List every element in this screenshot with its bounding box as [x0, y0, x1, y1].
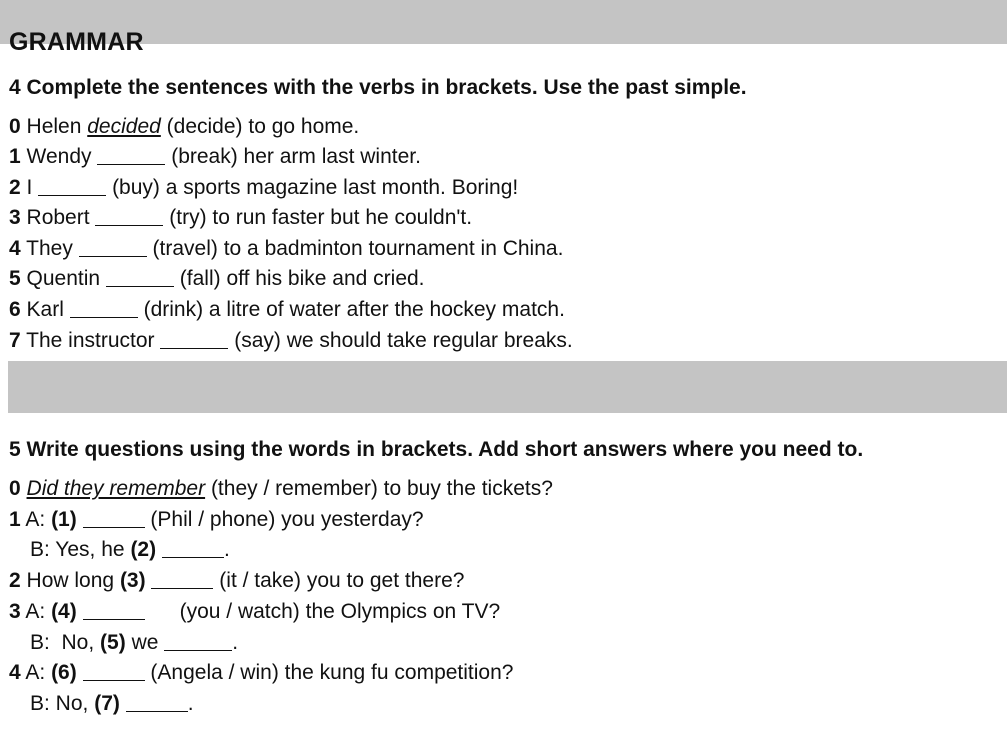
model-answer: Did they remember	[26, 477, 206, 500]
ex4-item-0: 0 Helen decided (decide) to go home.	[9, 115, 360, 138]
ex5-item-3-a: 3 A: (4) (you / watch) the Olympics on TV?	[9, 600, 501, 623]
answer-blank[interactable]	[162, 539, 224, 558]
answer-blank[interactable]	[97, 146, 165, 165]
gap-number: (5)	[100, 631, 126, 654]
ex5-item-1-b: B: Yes, he (2) .	[30, 538, 230, 561]
item-number: 2	[9, 176, 21, 199]
ex4-item-1: 1 Wendy (break) her arm last winter.	[9, 145, 421, 168]
answer-blank[interactable]	[126, 693, 188, 712]
section-title: GRAMMAR	[9, 28, 144, 56]
ex4-item-5: 5 Quentin (fall) off his bike and cried.	[9, 267, 425, 290]
answer-blank[interactable]	[83, 662, 145, 681]
item-number: 1	[9, 145, 21, 168]
ex5-item-0: 0 Did they remember (they / remember) to buy the tickets?	[9, 477, 553, 500]
model-answer: decided	[87, 115, 161, 138]
gap-number: (1)	[51, 508, 77, 531]
ex5-item-4-a: 4 A: (6) (Angela / win) the kung fu competition?	[9, 661, 514, 684]
item-number: 0	[9, 115, 21, 138]
item-number: 4	[9, 661, 21, 684]
ex5-item-4-b: B: No, (7) .	[30, 692, 194, 715]
answer-blank[interactable]	[83, 509, 145, 528]
ex4-item-4: 4 They (travel) to a badminton tournament in China.	[9, 237, 564, 260]
item-number: 3	[9, 600, 21, 623]
item-number: 3	[9, 206, 21, 229]
ex5-item-1-a: 1 A: (1) (Phil / phone) you yesterday?	[9, 508, 424, 531]
item-number: 7	[9, 329, 21, 352]
answer-blank[interactable]	[79, 238, 147, 257]
ex4-item-6: 6 Karl (drink) a litre of water after the hockey match.	[9, 298, 565, 321]
ex4-item-7: 7 The instructor (say) we should take regular breaks.	[9, 329, 573, 352]
gap-number: (4)	[51, 600, 77, 623]
item-number: 0	[9, 477, 21, 500]
answer-blank[interactable]	[38, 177, 106, 196]
ex5-item-3-b: B: No, (5) we .	[30, 631, 239, 654]
answer-blank[interactable]	[164, 632, 232, 651]
gap-number: (6)	[51, 661, 77, 684]
item-number: 2	[9, 569, 21, 592]
gap-number: (3)	[119, 569, 146, 592]
exercise-5-instruction: 5 Write questions using the words in brackets. Add short answers where you need to.	[9, 438, 864, 461]
answer-blank[interactable]	[83, 601, 145, 620]
answer-blank[interactable]	[160, 330, 228, 349]
answer-blank[interactable]	[95, 207, 163, 226]
ex4-item-2: 2 I (buy) a sports magazine last month. Boring!	[9, 176, 519, 199]
exercise-4-instruction: 4 Complete the sentences with the verbs in brackets. Use the past simple.	[9, 76, 747, 99]
divider-band	[8, 361, 1007, 413]
answer-blank[interactable]	[151, 570, 213, 589]
item-number: 1	[9, 508, 21, 531]
item-number: 4	[9, 237, 21, 260]
item-number: 6	[9, 298, 21, 321]
ex5-item-2: 2 How long (3) (it / take) you to get there?	[9, 569, 465, 592]
gap-number: (2)	[130, 538, 157, 561]
item-number: 5	[9, 267, 21, 290]
answer-blank[interactable]	[70, 299, 138, 318]
ex4-item-3: 3 Robert (try) to run faster but he couldn't.	[9, 206, 473, 229]
gap-number: (7)	[94, 692, 120, 715]
answer-blank[interactable]	[106, 268, 174, 287]
header-band	[0, 0, 1007, 44]
